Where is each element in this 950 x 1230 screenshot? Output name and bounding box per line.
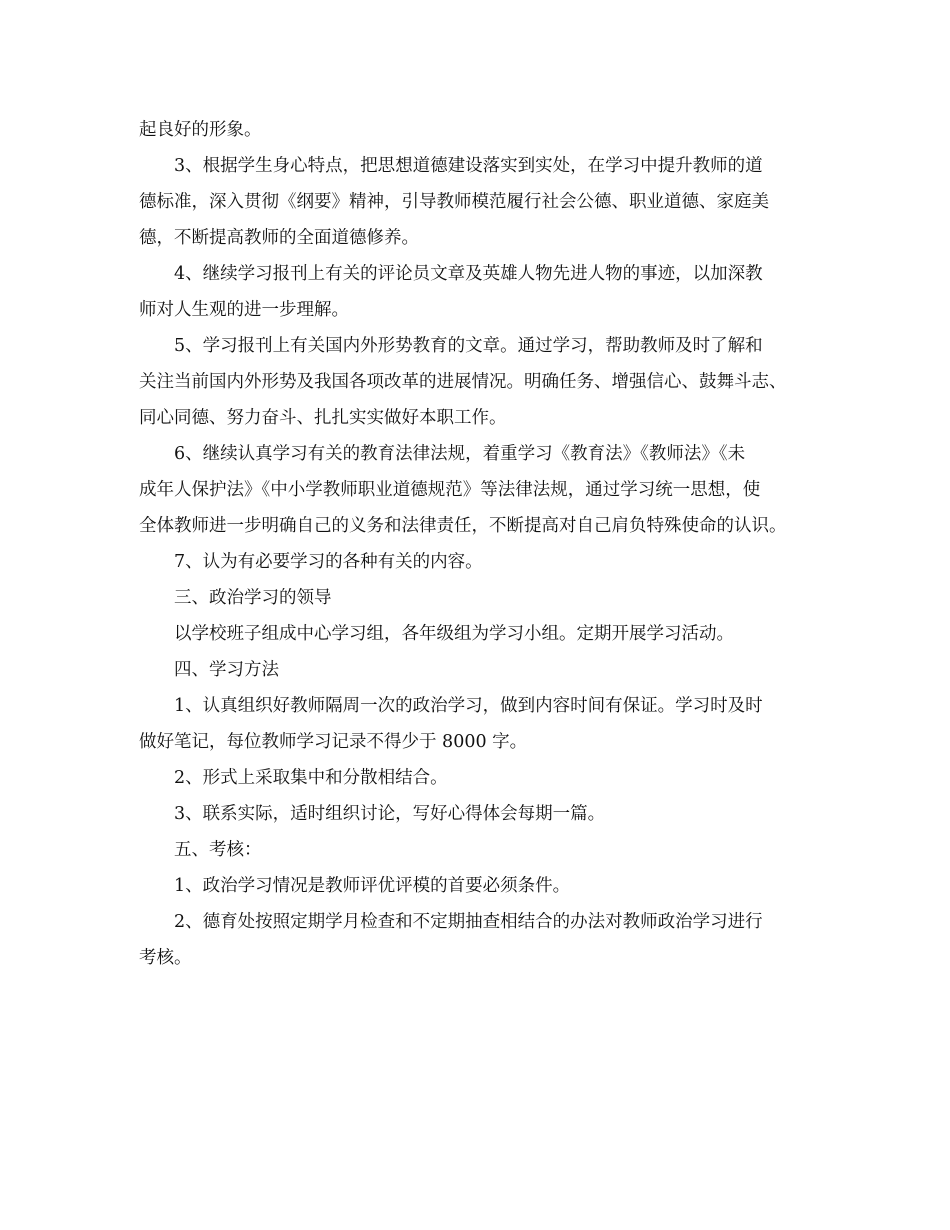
section-heading: 三、政治学习的领导 <box>174 588 332 608</box>
text-line: 4、继续学习报刊上有关的评论员文章及英雄人物先进人物的事迹，以加深教 <box>174 264 763 284</box>
text-line: 德标准，深入贯彻《纲要》精神，引导教师模范履行社会公德、职业道德、家庭美 <box>139 192 769 212</box>
section-heading: 四、学习方法 <box>174 660 279 680</box>
text-line: 以学校班子组成中心学习组，各年级组为学习小组。定期开展学习活动。 <box>174 624 734 644</box>
text-line: 5、学习报刊上有关国内外形势教育的文章。通过学习，帮助教师及时了解和 <box>174 336 763 356</box>
text-line: 1、政治学习情况是教师评优评模的首要必须条件。 <box>174 876 571 896</box>
text-line: 2、德育处按照定期学月检查和不定期抽查相结合的办法对教师政治学习进行 <box>174 912 763 932</box>
document-body <box>139 112 819 976</box>
text-line: 关注当前国内外形势及我国各项改革的进展情况。明确任务、增强信心、鼓舞斗志、 <box>139 372 787 392</box>
text-line: 德，不断提高教师的全面道德修养。 <box>139 228 419 248</box>
text-line: 3、联系实际，适时组织讨论，写好心得体会每期一篇。 <box>174 804 606 824</box>
section-heading: 五、考核： <box>174 840 262 860</box>
text-line: 6、继续认真学习有关的教育法律法规，着重学习《教育法》《教师法》《未 <box>174 444 746 464</box>
text-line: 起良好的形象。 <box>139 120 262 140</box>
text-line: 师对人生观的进一步理解。 <box>139 300 349 320</box>
text-line: 考核。 <box>139 948 192 968</box>
text-line: 全体教师进一步明确自己的义务和法律责任，不断提高对自己肩负特殊使命的认识。 <box>139 516 787 536</box>
text-line: 1、认真组织好教师隔周一次的政治学习，做到内容时间有保证。学习时及时 <box>174 696 763 716</box>
text-line: 7、认为有必要学习的各种有关的内容。 <box>174 552 483 572</box>
text-line: 3、根据学生身心特点，把思想道德建设落实到实处，在学习中提升教师的道 <box>174 156 763 176</box>
text-line: 成年人保护法》《中小学教师职业道德规范》等法律法规，通过学习统一思想，使 <box>139 480 761 500</box>
text-line: 做好笔记，每位教师学习记录不得少于 8000 字。 <box>139 732 528 752</box>
text-line: 同心同德、努力奋斗、扎扎实实做好本职工作。 <box>139 408 507 428</box>
text-line: 2、形式上采取集中和分散相结合。 <box>174 768 448 788</box>
